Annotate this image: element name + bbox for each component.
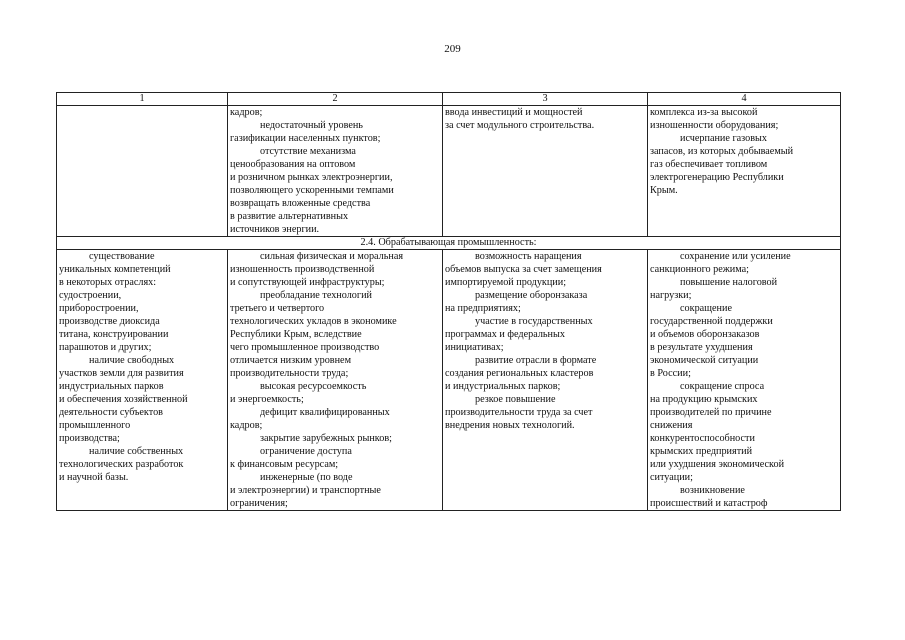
cell-line: и обеспечения хозяйственной [59,394,188,405]
cell-line: изношенности оборудования; [650,120,779,131]
strengths-cell [57,250,228,511]
cell-line: позволяющего ускоренными темпами [230,185,394,196]
cell-line: деятельности субъектов [59,407,163,418]
cell-line: возникновение [680,485,745,496]
continuation-row [57,106,841,237]
cell-line: технологических укладов в экономике [230,316,397,327]
column-number-3: 3 [443,93,648,106]
cell-line: ограничения; [230,498,288,509]
weaknesses-cell [228,250,443,511]
cell-line: производительности труда за счет [445,407,593,418]
cell-line: внедрения новых технологий. [445,420,575,431]
cell-line: дефицит квалифицированных [260,407,390,418]
cell-line: запасов, из которых добываемый [650,146,794,157]
cell-line: чего промышленное производство [230,342,380,353]
cell-line: и научной базы. [59,472,129,483]
column-number-row [57,93,841,106]
cell-line: электрогенерацию Республики [650,172,784,183]
cell-line: производства; [59,433,120,444]
cell-line: кадров; [230,420,263,431]
cell-line: за счет модульного строительства. [445,120,595,131]
threats-cell [648,106,841,237]
cell-line: закрытие зарубежных рынков; [260,433,392,444]
cell-line: ситуации; [650,472,693,483]
cell-line: ценообразования на оптовом [230,159,356,170]
column-number-4: 4 [648,93,841,106]
cell-line: отсутствие механизма [260,146,356,157]
column-number-1: 1 [57,93,228,106]
cell-line: нагрузки; [650,290,692,301]
cell-line: инициативах; [445,342,504,353]
section-row [57,237,841,250]
cell-line: кадров; [230,107,263,118]
cell-line: преобладание технологий [260,290,372,301]
cell-line: производстве диоксида [59,316,160,327]
cell-line: в России; [650,368,691,379]
cell-line: санкционного режима; [650,264,749,275]
cell-line: газификации населенных пунктов; [230,133,381,144]
threats-cell [648,250,841,511]
cell-line: наличие свободных [89,355,175,366]
cell-line: резкое повышение [475,394,556,405]
swot-table [56,92,841,511]
cell-line: возвращать вложенные средства [230,198,371,209]
cell-line: уникальных компетенций [59,264,171,275]
cell-line: программах и федеральных [445,329,565,340]
cell-line: Республики Крым, вследствие [230,329,362,340]
page-number: 209 [444,43,461,55]
cell-line: и розничном рынках электроэнергии, [230,172,393,183]
cell-line: в развитие альтернативных [230,211,349,222]
cell-line: и объемов оборонзаказов [650,329,760,340]
cell-line: в результате ухудшения [650,342,753,353]
cell-line: импортируемой продукции; [445,277,567,288]
cell-line: высокая ресурсоемкость [260,381,367,392]
cell-line: и электроэнергии) и транспортные [230,485,381,496]
cell-line: титана, конструировании [59,329,169,340]
cell-line: технологических разработок [59,459,184,470]
cell-line: государственной поддержки [650,316,773,327]
cell-line: объемов выпуска за счет замещения [445,264,602,275]
cell-line: существование [89,251,155,262]
cell-line: и сопутствующей инфраструктуры; [230,277,385,288]
cell-line: сокращение спроса [680,381,765,392]
cell-line: сильная физическая и моральная [260,251,404,262]
section-title: 2.4. Обрабатывающая промышленность: [57,237,841,250]
cell-line: индустриальных парков [59,381,164,392]
cell-line: конкурентоспособности [650,433,755,444]
cell-line: изношенность производственной [230,264,375,275]
cell-line: и индустриальных парков; [445,381,561,392]
cell-line: газ обеспечивает топливом [650,159,768,170]
cell-line: экономической ситуации [650,355,759,366]
cell-line: отличается низким уровнем [230,355,352,366]
cell-line: судостроении, [59,290,122,301]
cell-line: производителей по причине [650,407,772,418]
main-row [57,250,841,511]
cell-line: источников энергии. [230,224,320,235]
cell-line: к финансовым ресурсам; [230,459,339,470]
opportunities-cell [443,106,648,237]
opportunities-cell [443,250,648,511]
cell-line: или ухудшения экономической [650,459,785,470]
cell-line: приборостроении, [59,303,139,314]
cell-line: крымских предприятий [650,446,753,457]
cell-line: исчерпание газовых [680,133,767,144]
cell-line: инженерные (по воде [260,472,353,483]
cell-line: ограничение доступа [260,446,352,457]
cell-line: наличие собственных [89,446,184,457]
cell-line: развитие отрасли в формате [475,355,597,366]
cell-line: недостаточный уровень [260,120,363,131]
cell-line: на продукцию крымских [650,394,758,405]
cell-line: повышение налоговой [680,277,778,288]
cell-line: снижения [650,420,693,431]
cell-line: Крым. [650,185,678,196]
cell-line: ввода инвестиций и мощностей [445,107,583,118]
weaknesses-cell [228,106,443,237]
cell-line: на предприятиях; [445,303,521,314]
cell-line: производительности труда; [230,368,349,379]
cell-line: сохранение или усиление [680,251,791,262]
cell-line: участие в государственных [475,316,593,327]
cell-line: комплекса из-за высокой [650,107,758,118]
cell-line: участков земли для развития [59,368,184,379]
cell-line: создания региональных кластеров [445,368,594,379]
strengths-cell [57,106,228,237]
cell-line: в некоторых отраслях: [59,277,157,288]
cell-line: происшествий и катастроф [650,498,768,509]
cell-line: парашютов и других; [59,342,152,353]
column-number-2: 2 [228,93,443,106]
cell-line: возможность наращения [475,251,582,262]
cell-line: третьего и четвертого [230,303,325,314]
cell-line: промышленного [59,420,131,431]
cell-line: размещение оборонзаказа [475,290,588,301]
cell-line: сокращение [680,303,732,314]
cell-line: и энергоемкость; [230,394,304,405]
